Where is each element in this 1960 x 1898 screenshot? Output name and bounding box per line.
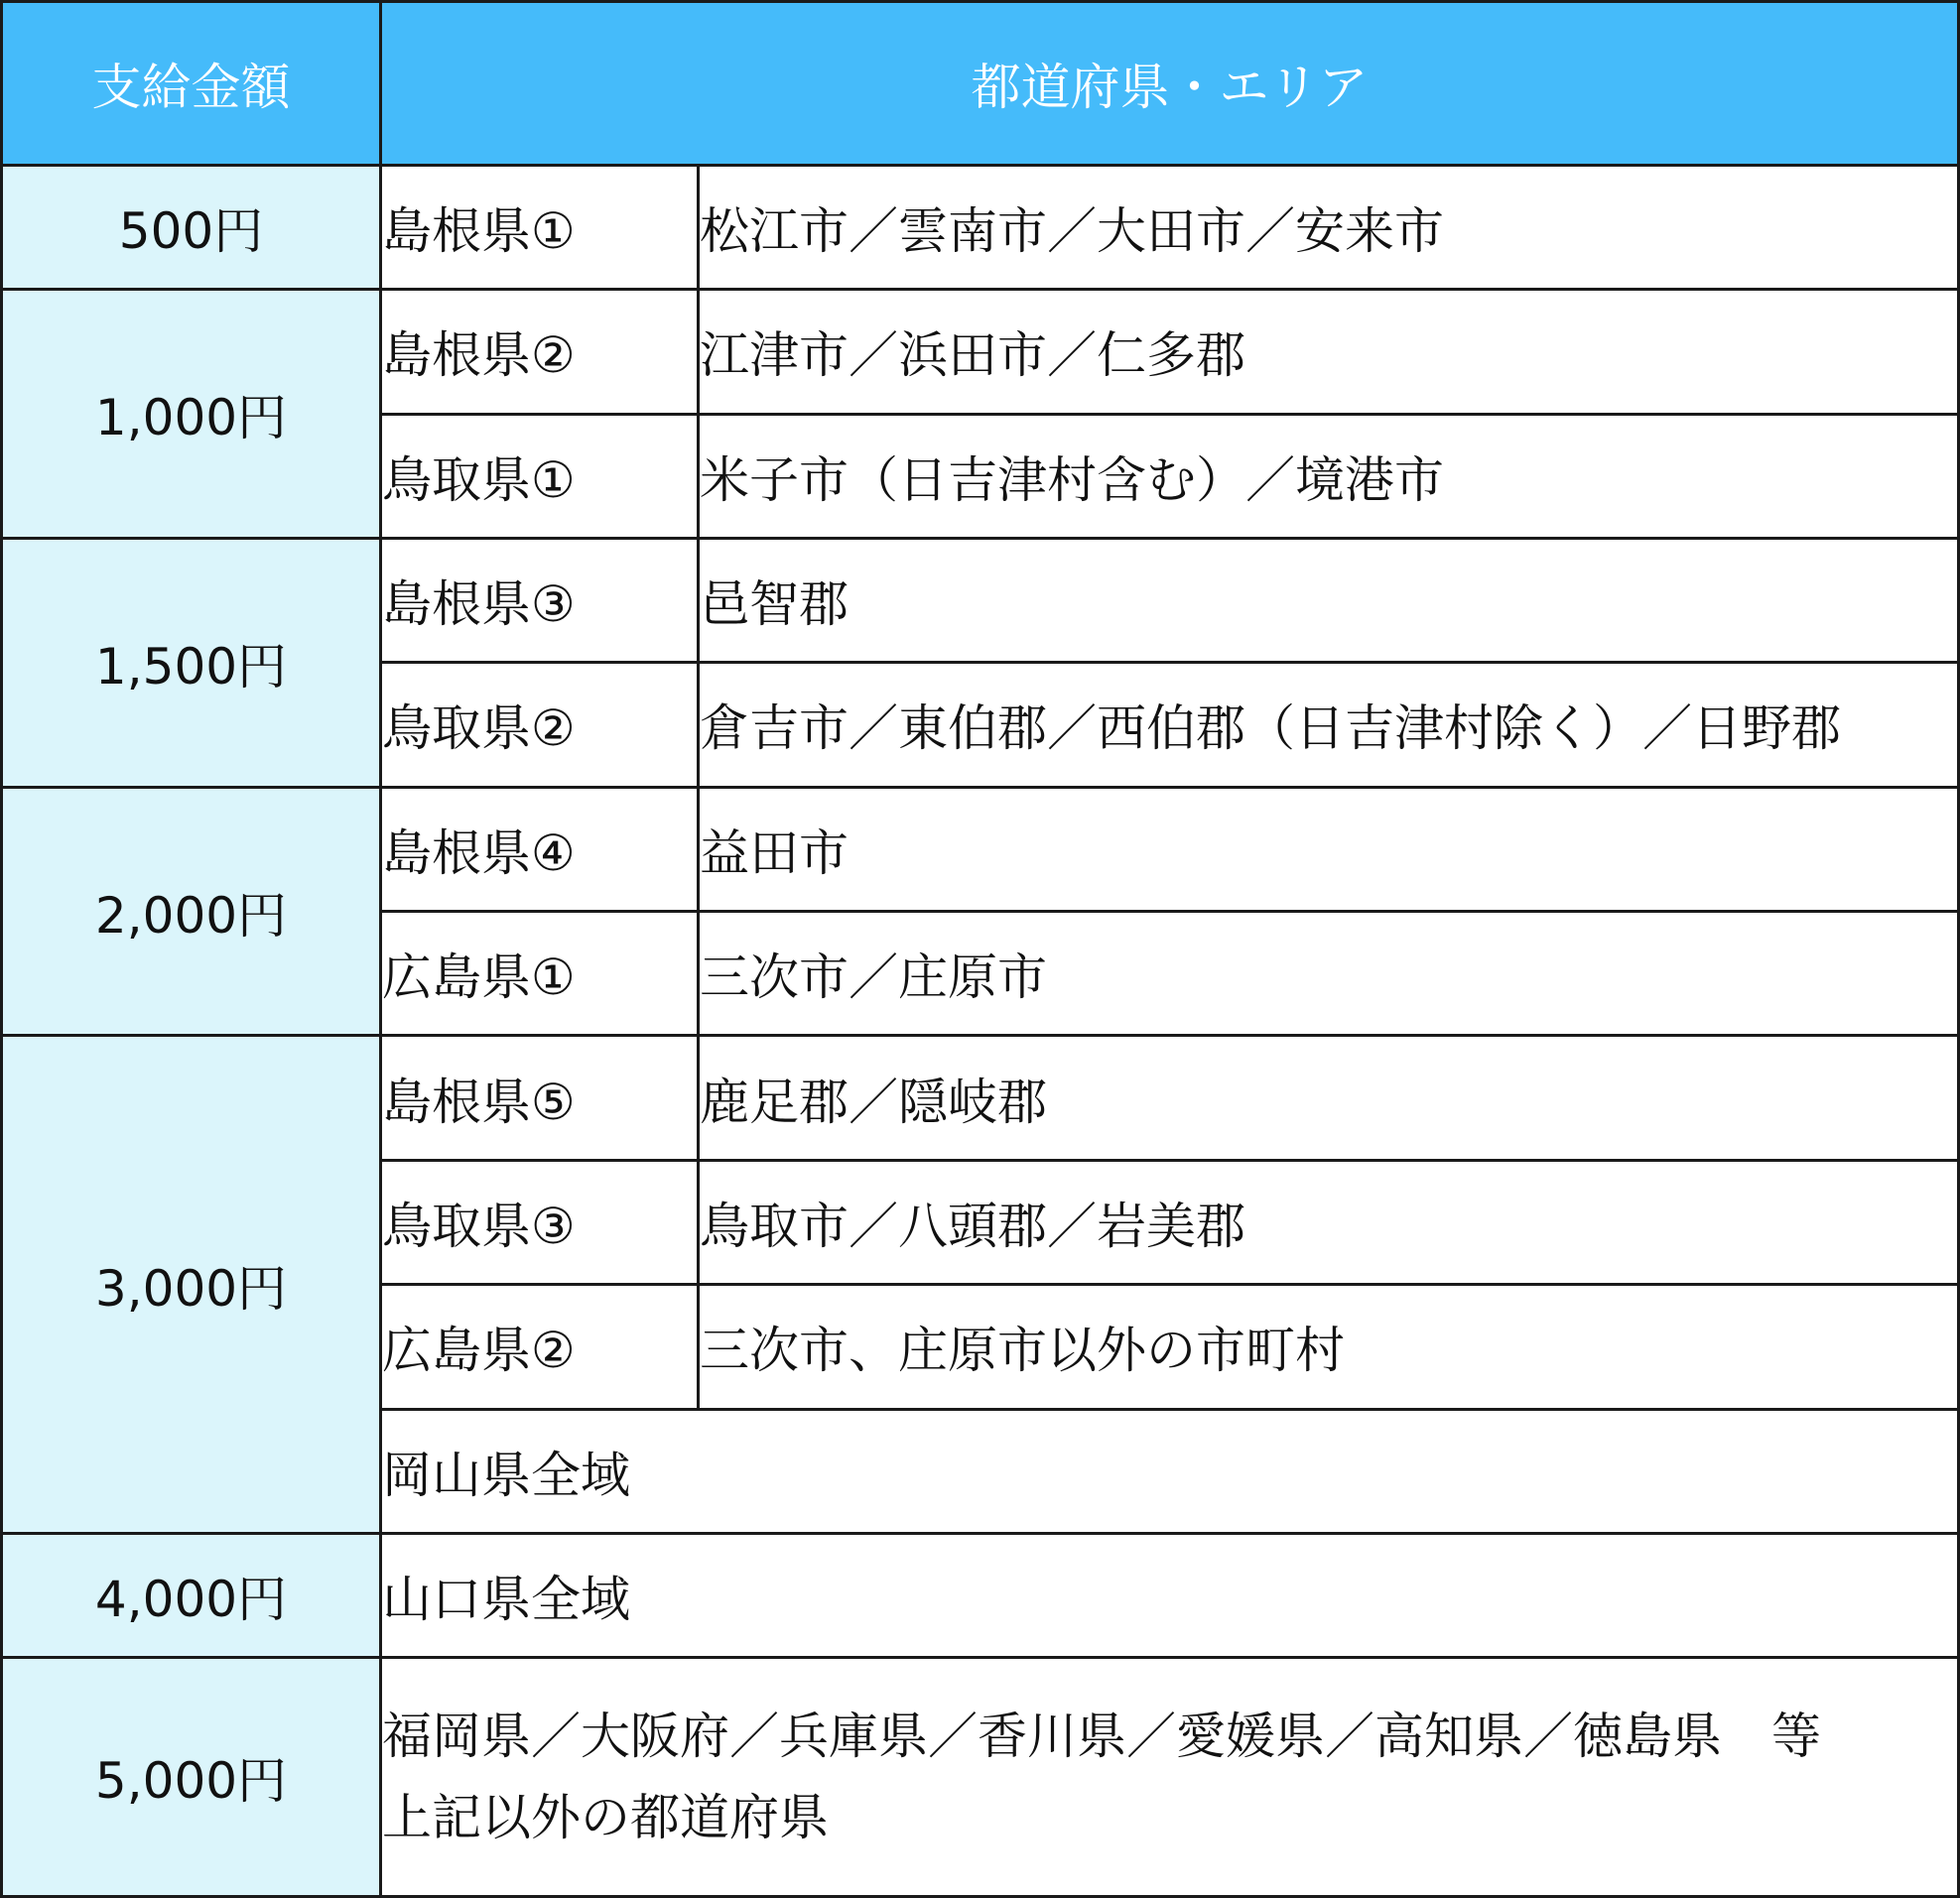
amount-cell: 4,000円	[2, 1533, 381, 1657]
prefecture-cell: 鳥取県②	[381, 663, 699, 787]
area-cell: 三次市／庄原市	[699, 912, 1959, 1036]
area-cell: 米子市（日吉津村含む）／境港市	[699, 414, 1959, 538]
other-prefectures-cell	[381, 1658, 1959, 1897]
table-row	[2, 165, 1959, 289]
yamaguchi-cell: 山口県全域	[381, 1533, 1959, 1657]
header-area: 都道府県・エリア	[381, 2, 1959, 166]
okayama-cell: 岡山県全域	[381, 1409, 1959, 1533]
area-cell: 三次市、庄原市以外の市町村	[699, 1285, 1959, 1409]
table-row	[2, 290, 1959, 414]
amount-cell: 500円	[2, 165, 381, 289]
table-row	[2, 1533, 1959, 1657]
header-amount: 支給金額	[2, 2, 381, 166]
table-row	[2, 787, 1959, 911]
amount-cell: 3,000円	[2, 1036, 381, 1534]
header-row	[2, 2, 1959, 166]
prefecture-cell: 鳥取県③	[381, 1160, 699, 1284]
area-cell: 倉吉市／東伯郡／西伯郡（日吉津村除く）／日野郡	[699, 663, 1959, 787]
area-cell: 鳥取市／八頭郡／岩美郡	[699, 1160, 1959, 1284]
area-cell: 益田市	[699, 787, 1959, 911]
table-row	[2, 1658, 1959, 1897]
amount-cell: 1,000円	[2, 290, 381, 539]
area-cell: 松江市／雲南市／大田市／安来市	[699, 165, 1959, 289]
prefecture-cell: 島根県⑤	[381, 1036, 699, 1160]
prefecture-cell: 島根県③	[381, 538, 699, 662]
other-prefectures-line2: 上記以外の都道府県	[382, 1789, 829, 1847]
amount-cell: 5,000円	[2, 1658, 381, 1897]
table-row	[2, 538, 1959, 662]
prefecture-cell: 島根県④	[381, 787, 699, 911]
prefecture-cell: 広島県②	[381, 1285, 699, 1409]
other-prefectures-line1: 福岡県／大阪府／兵庫県／香川県／愛媛県／高知県／徳島県 等	[382, 1708, 1821, 1766]
area-cell: 邑智郡	[699, 538, 1959, 662]
prefecture-cell: 島根県②	[381, 290, 699, 414]
prefecture-cell: 島根県①	[381, 165, 699, 289]
table-row	[2, 1036, 1959, 1160]
area-cell: 江津市／浜田市／仁多郡	[699, 290, 1959, 414]
prefecture-cell: 広島県①	[381, 912, 699, 1036]
amount-cell: 2,000円	[2, 787, 381, 1036]
amount-cell: 1,500円	[2, 538, 381, 787]
prefecture-cell: 鳥取県①	[381, 414, 699, 538]
area-cell: 鹿足郡／隠岐郡	[699, 1036, 1959, 1160]
